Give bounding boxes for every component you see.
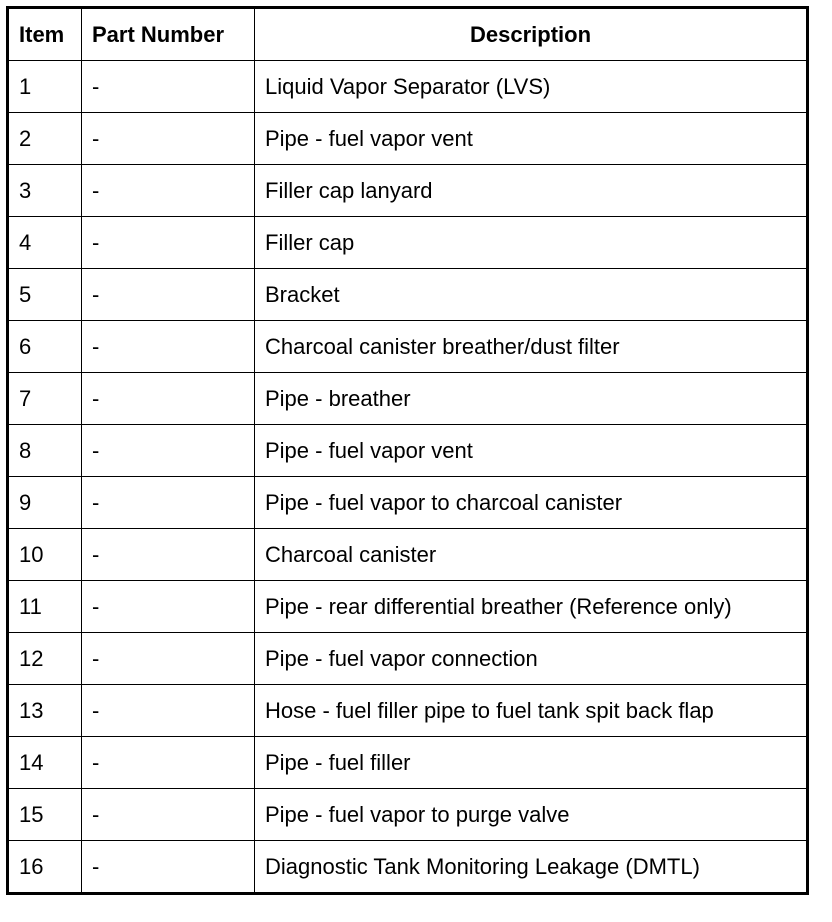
table-row [8,321,808,373]
item-column-header: Item [8,8,82,61]
item-cell: 7 [8,373,82,425]
description-cell: Pipe - rear differential breather (Reference only) [255,581,808,633]
table-row [8,165,808,217]
table-row [8,841,808,894]
item-cell: 11 [8,581,82,633]
item-cell: 1 [8,61,82,113]
parts-table [6,6,809,895]
part-number-cell: - [82,789,255,841]
part-number-cell: - [82,321,255,373]
table-row [8,61,808,113]
part-number-column-header: Part Number [82,8,255,61]
description-cell: Pipe - fuel vapor vent [255,113,808,165]
table-row [8,113,808,165]
description-cell: Charcoal canister [255,529,808,581]
item-cell: 14 [8,737,82,789]
item-cell: 8 [8,425,82,477]
header-row [8,8,808,61]
part-number-cell: - [82,633,255,685]
description-cell: Liquid Vapor Separator (LVS) [255,61,808,113]
part-number-cell: - [82,737,255,789]
table-row [8,633,808,685]
part-number-cell: - [82,217,255,269]
description-cell: Pipe - breather [255,373,808,425]
item-cell: 5 [8,269,82,321]
item-cell: 3 [8,165,82,217]
item-cell: 10 [8,529,82,581]
table-row [8,425,808,477]
part-number-cell: - [82,477,255,529]
part-number-cell: - [82,841,255,894]
part-number-cell: - [82,269,255,321]
table-row [8,685,808,737]
item-cell: 16 [8,841,82,894]
description-cell: Pipe - fuel vapor connection [255,633,808,685]
table-row [8,737,808,789]
description-cell: Diagnostic Tank Monitoring Leakage (DMTL) [255,841,808,894]
item-cell: 12 [8,633,82,685]
description-cell: Pipe - fuel vapor vent [255,425,808,477]
part-number-cell: - [82,61,255,113]
description-cell: Pipe - fuel vapor to purge valve [255,789,808,841]
part-number-cell: - [82,529,255,581]
description-column-header: Description [255,8,808,61]
item-cell: 15 [8,789,82,841]
description-cell: Pipe - fuel filler [255,737,808,789]
item-cell: 2 [8,113,82,165]
description-cell: Charcoal canister breather/dust filter [255,321,808,373]
table-row [8,581,808,633]
part-number-cell: - [82,113,255,165]
table-row [8,477,808,529]
table-body [8,61,808,894]
description-cell: Bracket [255,269,808,321]
part-number-cell: - [82,685,255,737]
part-number-cell: - [82,165,255,217]
table-header [8,8,808,61]
table-row [8,269,808,321]
part-number-cell: - [82,425,255,477]
item-cell: 9 [8,477,82,529]
table-row [8,789,808,841]
description-cell: Filler cap [255,217,808,269]
part-number-cell: - [82,581,255,633]
item-cell: 13 [8,685,82,737]
description-cell: Hose - fuel filler pipe to fuel tank spit back flap [255,685,808,737]
table-row [8,373,808,425]
item-cell: 6 [8,321,82,373]
table-row [8,217,808,269]
item-cell: 4 [8,217,82,269]
table-row [8,529,808,581]
part-number-cell: - [82,373,255,425]
description-cell: Filler cap lanyard [255,165,808,217]
description-cell: Pipe - fuel vapor to charcoal canister [255,477,808,529]
